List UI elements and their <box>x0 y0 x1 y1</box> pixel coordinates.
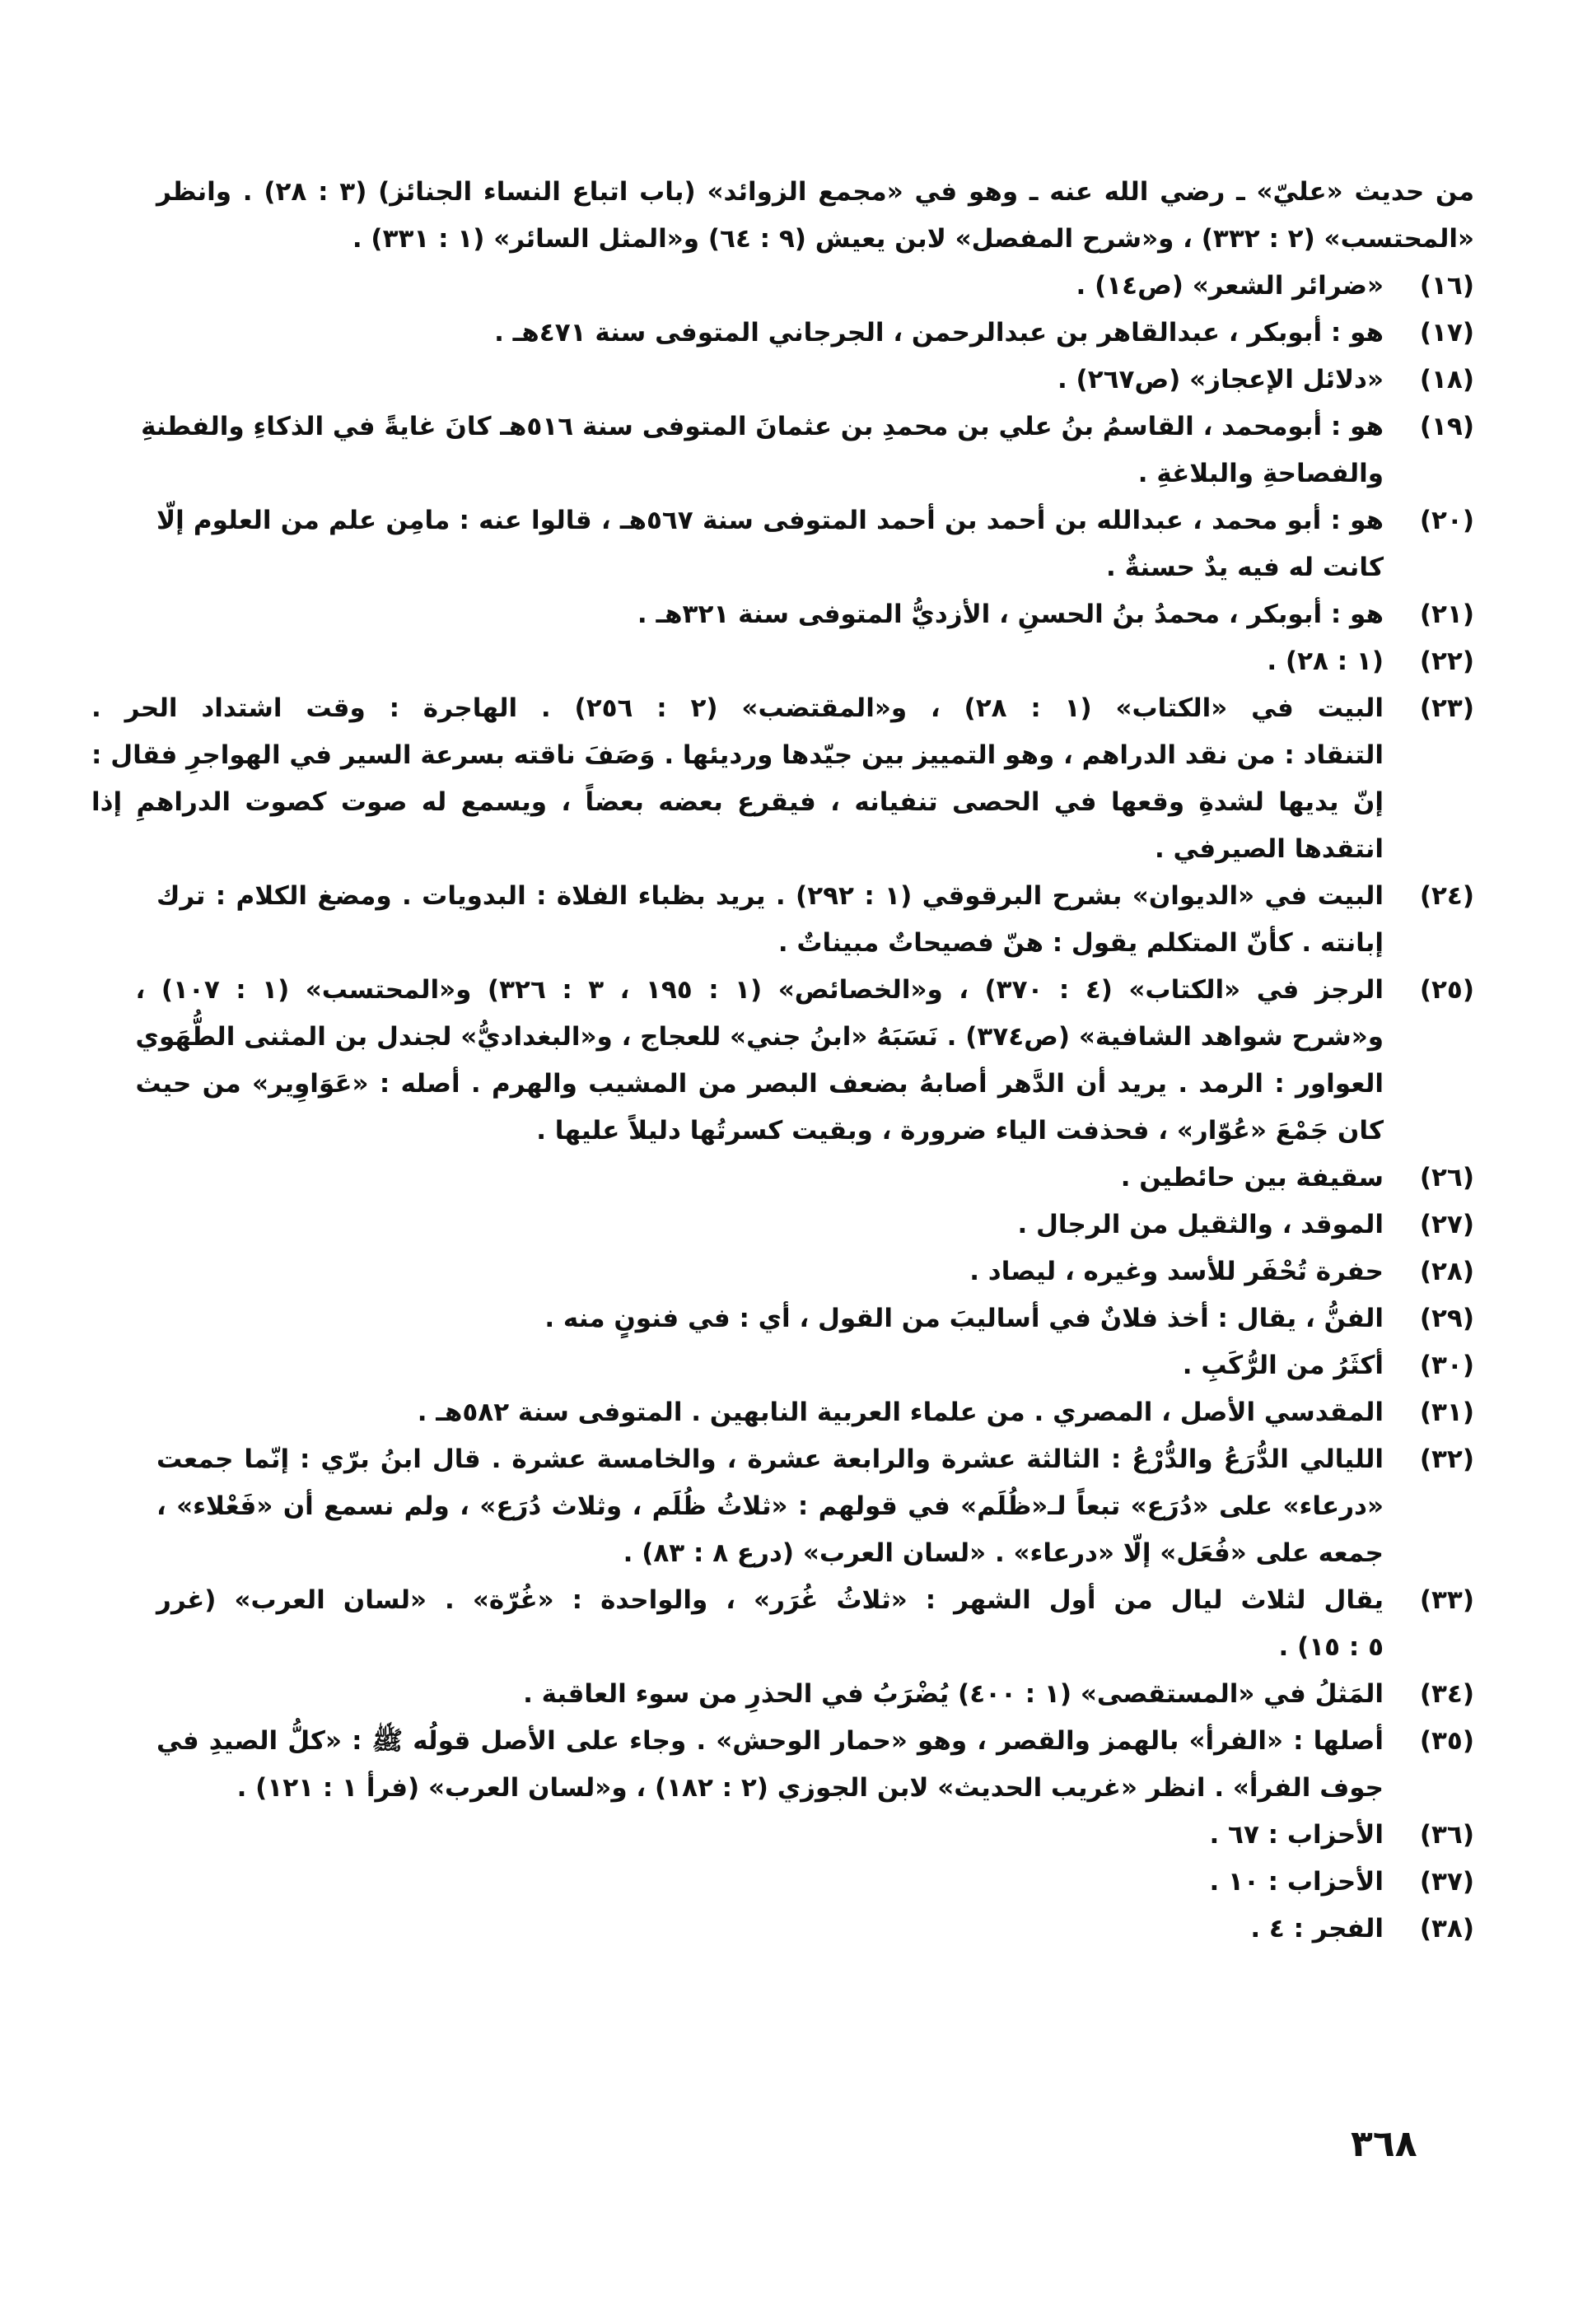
footnote <box>156 873 1474 967</box>
footnote-line: المَثلُ في «المستقصى» (١ : ٤٠٠) يُضْرَبُ في الحذرِ من سوء العاقبة . <box>523 1679 1384 1709</box>
footnote-line: كان جَمْعَ «عُوّار» ، فحذفت الياء ضرورة ، وبقيت كسرتُها دليلاً عليها . <box>536 1116 1384 1146</box>
footnote-line: هو : أبومحمد ، القاسمُ بنُ علي بن محمدِ بن عثمانَ المتوفى سنة ٥١٦هـ كانَ غايةً في الذكاءِ والفطنةِ <box>141 412 1384 441</box>
footnote-number: (٢١) <box>1419 600 1474 629</box>
footnote-line: التنقاد : من نقد الدراهم ، وهو التمييز بين جيّدها ورديئها . وَصَفَ ناقته بسرعة السير في الهواجرِ فقال : <box>91 740 1384 770</box>
footnote-number: (٣١) <box>1419 1398 1474 1427</box>
footnote-line: هو : أبوبكر ، عبدالقاهر بن عبدالرحمن ، الجرجاني المتوفى سنة ٤٧١هـ . <box>494 318 1384 348</box>
footnote-line: ٥ : ١٥) . <box>1278 1632 1384 1662</box>
footnote-line: «المحتسب» (٢ : ٣٣٢) ، و«شرح المفصل» لابن يعيش (٩ : ٦٤) و«المثل السائر» (١ : ٣٣١) . <box>352 224 1474 254</box>
page-number: ٣٦٨ <box>1351 2123 1417 2165</box>
footnote-line: هو : أبوبكر ، محمدُ بنُ الحسنِ ، الأزديُّ المتوفى سنة ٣٢١هـ . <box>637 600 1384 629</box>
footnote-line: هو : أبو محمد ، عبدالله بن أحمد بن أحمد المتوفى سنة ٥٦٧هـ ، قالوا عنه : مامِن علم من العلوم إلّا <box>156 506 1384 535</box>
footnote-number: (٣٠) <box>1419 1351 1474 1380</box>
footnote-line: جمعه على «فُعَل» إلّا «درعاء» . «لسان العرب» (درع ٨ : ٨٣) . <box>623 1538 1384 1568</box>
footnote-line: سقيفة بين حائطين . <box>1120 1163 1384 1192</box>
footnote-continuation <box>156 169 1474 263</box>
footnote <box>156 1577 1474 1671</box>
footnote-line: المقدسي الأصل ، المصري . من علماء العربية النابهين . المتوفى سنة ٥٨٢هـ . <box>417 1398 1384 1427</box>
footnote-number: (١٦) <box>1419 271 1474 301</box>
footnote <box>156 1906 1474 1953</box>
footnote <box>156 310 1474 357</box>
footnote-number: (٣٨) <box>1419 1914 1474 1944</box>
footnote-number: (٣٦) <box>1419 1820 1474 1850</box>
footnote-number: (٢٩) <box>1419 1304 1474 1333</box>
footnote <box>91 685 1474 873</box>
footnote-number: (٣٣) <box>1419 1585 1474 1615</box>
footnote <box>156 1436 1474 1577</box>
footnote-number: (١٧) <box>1419 318 1474 348</box>
footnote-number: (١٨) <box>1419 365 1474 394</box>
footnote-line: إبانته . كأنّ المتكلم يقول : هنّ فصيحاتٌ مبيناتٌ . <box>777 928 1384 958</box>
footnote-number: (٢٠) <box>1419 506 1474 535</box>
footnote-line: الفجر : ٤ . <box>1250 1914 1384 1944</box>
footnote-line: أكثَرُ من الرُّكَبِ . <box>1182 1351 1384 1380</box>
footnote-line: يقال لثلاث ليال من أول الشهر : «ثلاثُ غُرَر» ، والواحدة : «غُرّة» . «لسان العرب» (غرر <box>156 1585 1384 1615</box>
footnote-number: (١٩) <box>1419 412 1474 441</box>
footnote-line: و«شرح شواهد الشافية» (ص٣٧٤) . نَسَبَهُ «ابنُ جني» للعجاج ، و«البغداديُّ» لجندل بن المثنى الطُّهَوي <box>135 1022 1384 1052</box>
footnote-line: «دلائل الإعجاز» (ص٢٦٧) . <box>1057 365 1384 394</box>
footnote <box>156 1671 1474 1718</box>
footnote-number: (٢٨) <box>1419 1257 1474 1286</box>
footnote <box>135 967 1474 1155</box>
footnote-line: والفصاحةِ والبلاغةِ . <box>1137 459 1384 488</box>
footnote-line: أصلها : «الفرأ» بالهمز والقصر ، وهو «حمار الوحش» . وجاء على الأصل قولُه ﷺ : «كلُّ الصيدِ في <box>156 1726 1384 1756</box>
footnote-line: الأحزاب : ١٠ . <box>1209 1867 1384 1897</box>
footnote-number: (٣٥) <box>1419 1726 1474 1756</box>
footnote-number: (٢٢) <box>1419 646 1474 676</box>
footnote-line: جوف الفرأ» . انظر «غريب الحديث» لابن الجوزي (٢ : ١٨٢) ، و«لسان العرب» (فرأ ١ : ١٢١) . <box>236 1773 1384 1803</box>
footnote-line: الرجز في «الكتاب» (٤ : ٣٧٠) ، و«الخصائص» (١ : ١٩٥ ، ٣ : ٣٢٦) و«المحتسب» (١ : ١٠٧) ، <box>135 975 1384 1005</box>
footnote-line: (١ : ٢٨) . <box>1267 646 1384 676</box>
footnote <box>156 1859 1474 1906</box>
footnote-line: الأحزاب : ٦٧ . <box>1209 1820 1384 1850</box>
footnote-number: (٣٢) <box>1419 1444 1474 1474</box>
footnote <box>156 638 1474 685</box>
footnote <box>156 497 1474 591</box>
footnote-number: (٢٧) <box>1419 1210 1474 1239</box>
footnote <box>156 1202 1474 1248</box>
footnote-line: انتقدها الصيرفي . <box>1154 834 1384 864</box>
footnote-line: البيت في «الديوان» بشرح البرقوقي (١ : ٢٩٢) . يريد بظباء الفلاة : البدويات . ومضغ الكلام : ترك <box>156 881 1384 911</box>
footnote-line: «درعاء» على «دُرَع» تبعاً لـ«ظُلَم» في قولهم : «ثلاثُ ظُلَم ، وثلاث دُرَع» ، ولم نسمع أن «فَعْلاء» ، <box>156 1491 1384 1521</box>
footnote-line: من حديث «عليّ» ـ رضي الله عنه ـ وهو في «مجمع الزوائد» (باب اتباع النساء الجنائز) (٣ : ٢٨) . وانظر <box>156 177 1475 207</box>
footnote-line: الفنُّ ، يقال : أخذ فلانٌ في أساليبَ من القول ، أي : في فنونٍ منه . <box>544 1304 1384 1333</box>
footnote <box>141 404 1474 497</box>
footnote-line: العواور : الرمد . يريد أن الدَّهر أصابهُ بضعف البصر من المشيب والهرم . أصله : «عَوَاوِير» من حيث <box>135 1069 1384 1099</box>
footnote <box>156 591 1474 638</box>
footnote <box>156 1155 1474 1202</box>
footnote <box>156 357 1474 404</box>
footnote-line: الموقد ، والثقيل من الرجال . <box>1017 1210 1384 1239</box>
footnote-line: إنّ يديها لشدةِ وقعها في الحصى تنفيانه ، فيقرع بعضه بعضاً ، ويسمع له صوت كصوت الدراهمِ إذا <box>91 787 1384 817</box>
footnote-line: كانت له فيه يدٌ حسنةٌ . <box>1106 553 1384 582</box>
footnote <box>156 1248 1474 1295</box>
footnote-number: (٢٦) <box>1419 1163 1474 1192</box>
footnote-line: الليالي الدُّرَعُ والدُّرْعُ : الثالثة عشرة والرابعة عشرة ، والخامسة عشرة . قال ابنُ برّي : إنّما جمعت <box>156 1444 1384 1474</box>
footnote <box>156 263 1474 310</box>
footnote <box>156 1342 1474 1389</box>
footnote-number: (٢٤) <box>1419 881 1474 911</box>
footnote-number: (٣٤) <box>1419 1679 1474 1709</box>
footnote <box>156 1295 1474 1342</box>
footnote-line: البيت في «الكتاب» (١ : ٢٨) ، و«المقتضب» (٢ : ٢٥٦) . الهاجرة : وقت اشتداد الحر . <box>91 693 1384 723</box>
footnote-number: (٢٣) <box>1419 693 1474 723</box>
footnote-line: «ضرائر الشعر» (ص١٤) . <box>1076 271 1384 301</box>
footnotes <box>91 169 1475 1953</box>
footnote-number: (٣٧) <box>1419 1867 1474 1897</box>
footnote <box>156 1718 1474 1812</box>
footnote-line: حفرة تُحْفَر للأسد وغيره ، ليصاد . <box>969 1257 1384 1286</box>
footnote <box>156 1389 1474 1436</box>
footnote <box>156 1812 1474 1859</box>
footnote-number: (٢٥) <box>1419 975 1474 1005</box>
